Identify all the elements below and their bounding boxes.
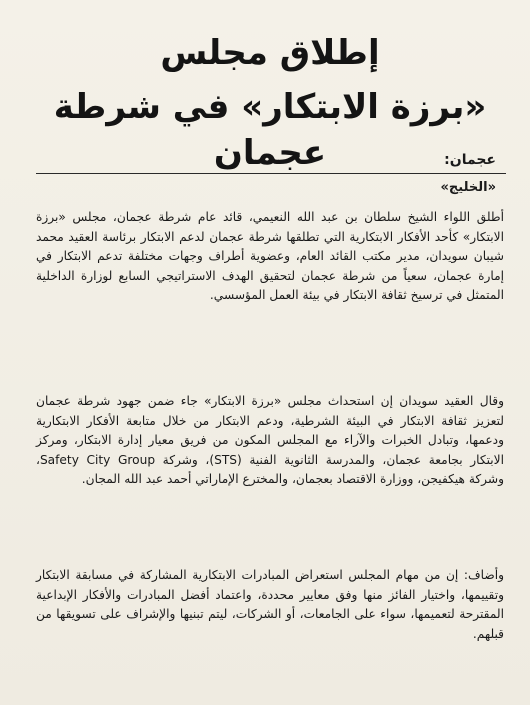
- article-paragraph-3: وأضاف: إن من مهام المجلس استعراض المبادرات الابتكارية المشاركة في مسابقة الابتكار وتقييمها، واختيار الفائز منها وفق معايير محددة، واعتماد أفضل المبادرات والأفكار الإبداعية المقترحة لتعميمها، سواء على الجامعات، أو الشركات، ليتم تبنيها والإشراف على تسويقها من قبلهم.: [36, 568, 504, 641]
- headline-line-2: «برزة الابتكار» في شرطة عجمان: [53, 87, 487, 173]
- bleed-through-texture-right: [505, 100, 530, 660]
- bleed-through-texture-bottom: [0, 660, 530, 705]
- byline-divider: [36, 173, 506, 174]
- byline-dateline: عجمان:: [444, 152, 496, 168]
- article-paragraph-1: أطلق اللواء الشيخ سلطان بن عبد الله النعيمي، قائد عام شرطة عجمان، مجلس «برزة الابتكار» كأحد الأفكار الابتكارية التي تطلقها شرطة عجمان لدعم الابتكار برئاسة العقيد محمد شيبان سويدان، مدير مكتب القائد العام، وعضوية أطراف وجهات مختلفة تدعم الابتكار في إمارة عجمان، سعياً من شرطة عجمان لتحقيق الهدف الاستراتيجي السابع لوزارة الداخلية المتمثل في ترسيخ ثقافة الابتكار في بيئة العمل المؤسسي.: [36, 210, 504, 303]
- byline-source: «الخليج»: [440, 180, 496, 195]
- article-paragraph-2: وقال العقيد سويدان إن استحداث مجلس «برزة الابتكار» جاء ضمن جهود شرطة عجمان لتعزيز ثقافة الابتكار في البيئة الشرطية، ودعم الابتكار من خلال متابعة الأفكار الابتكارية ودعمها، وتبادل الخبرات والآراء مع المجلس المكون من فريق معيار إدارة الابتكار، ومركز الابتكار بجامعة عجمان، والمدرسة الثانوية الفنية (STS)، وشركة Safety City Group، وشركة هيكفيجن، ووزارة الاقتصاد بعجمان، والمخترع الإماراتي أحمد عبد الله المجان.: [36, 394, 504, 487]
- bleed-through-texture-left: [0, 100, 40, 660]
- headline-line-1: إطلاق مجلس: [160, 33, 380, 73]
